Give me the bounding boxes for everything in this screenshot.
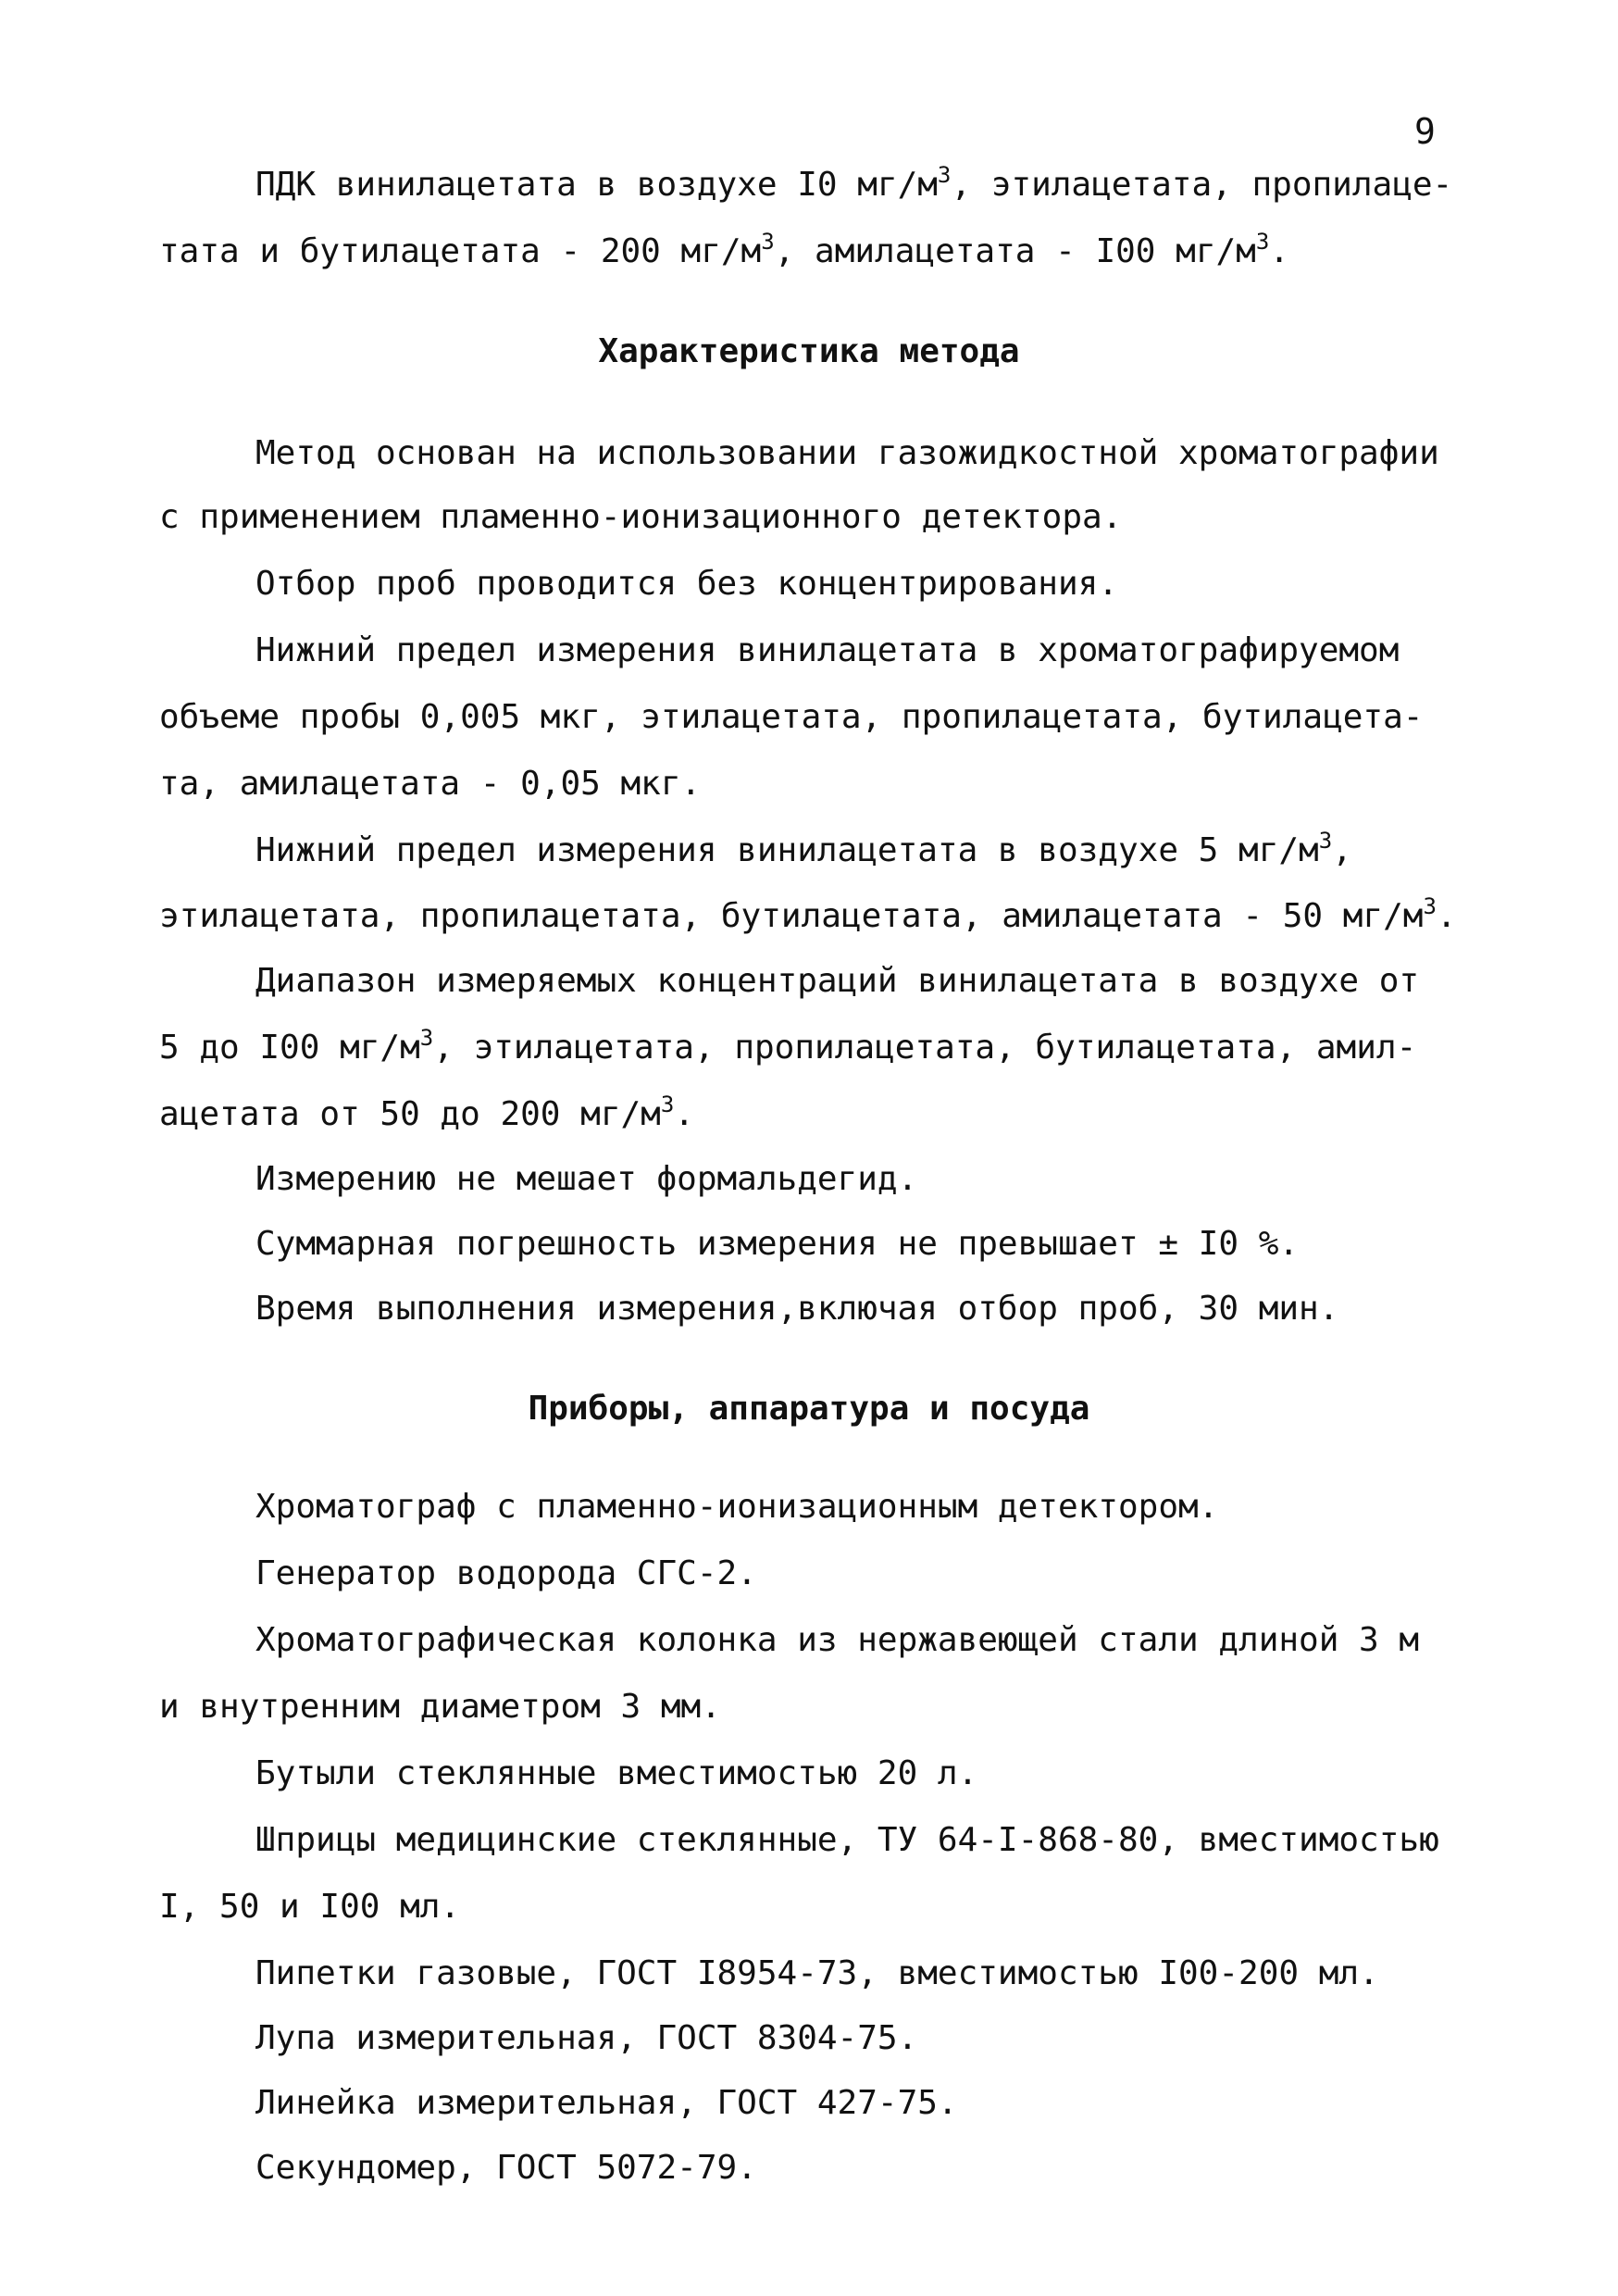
list-item: Генератор водорода СГС-2. — [255, 1554, 757, 1592]
paragraph-line: Суммарная погрешность измерения не превышает ± I0 %. — [255, 1225, 1300, 1263]
list-item: Лупа измерительная, ГОСТ 8304-75. — [255, 2019, 918, 2057]
paragraph-line: Нижний предел измерения винилацетата в хроматографируемом — [255, 631, 1400, 669]
list-item: Пипетки газовые, ГОСТ I8954-73, вместимостью I00-200 мл. — [255, 1954, 1379, 1992]
list-item: I, 50 и I00 мл. — [159, 1888, 461, 1926]
section-title-method: Характеристика метода — [598, 332, 1020, 370]
paragraph-line: с применением пламенно-ионизационного детектора. — [159, 498, 1123, 536]
range-line-1: Диапазон измеряемых концентраций винилацетата в воздухе от — [255, 962, 1420, 1000]
paragraph-line: та, амилацетата - 0,05 мкг. — [159, 765, 702, 803]
paragraph-line: Метод основан на использовании газожидкостной хроматографии — [255, 434, 1439, 472]
paragraph-line: Отбор проб проводится без концентрирования. — [255, 565, 1118, 603]
limit-air-line-1: Нижний предел измерения винилацетата в воздухе 5 $мг/м^3$, — [255, 828, 1352, 869]
list-item: Секундомер, ГОСТ 5072-79. — [255, 2149, 757, 2187]
list-item: Шприцы медицинские стеклянные, ТУ 64-I-868-80, вместимостью — [255, 1821, 1439, 1859]
paragraph-line: Измерению не мешает формальдегид. — [255, 1160, 918, 1198]
list-item: Хроматографическая колонка из нержавеющей стали длиной 3 м — [255, 1621, 1420, 1659]
list-item: и внутренним диаметром 3 мм. — [159, 1688, 721, 1726]
paragraph-line: объеме пробы 0,005 мкг, этилацетата, пропилацетата, бутилацета- — [159, 698, 1424, 736]
section-title-equipment: Приборы, аппаратура и посуда — [528, 1390, 1090, 1428]
paragraph-line: Время выполнения измерения,включая отбор проб, 30 мин. — [255, 1290, 1339, 1328]
list-item: Бутыли стеклянные вместимостью 20 л. — [255, 1754, 978, 1792]
intro-line-2: тата и бутилацетата - 200 $мг/м^3$, амилацетата - I00 $мг/м^3$. — [159, 229, 1289, 270]
list-item: Линейка измерительная, ГОСТ 427-75. — [255, 2084, 958, 2122]
list-item: Хроматограф с пламенно-ионизационным детектором. — [255, 1488, 1219, 1526]
intro-line-1: ПДК винилацетата в воздухе I0 $мг/м^3$, этилацетата, пропилаце- — [255, 162, 1453, 204]
page-number: 9 — [1414, 111, 1436, 152]
range-line-2: 5 до I00 $мг/м^3$, этилацетата, пропилацетата, бутилацетата, амил- — [159, 1025, 1417, 1067]
range-line-3: ацетата от 50 до 200 $мг/м^3$. — [159, 1092, 694, 1133]
limit-air-line-2: этилацетата, пропилацетата, бутилацетата, амилацетата - 50 $мг/м^3$. — [159, 893, 1457, 935]
